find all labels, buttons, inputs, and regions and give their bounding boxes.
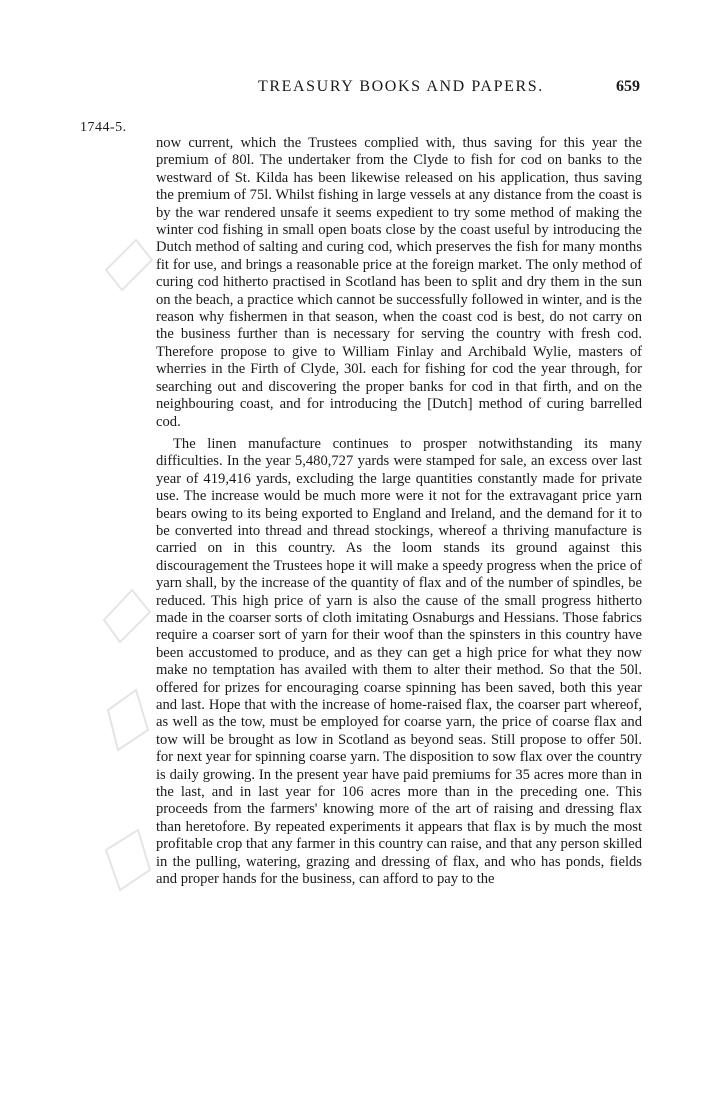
margin-date-note: 1744-5. [80,120,127,135]
body-text [156,135,642,888]
running-title: TREASURY BOOKS AND PAPERS. [258,78,544,95]
running-head [0,78,722,102]
paragraph-cod-fishing: now current, which the Trustees complied with, thus saving for this year the premium of 80l. The undertaker from the Clyde to fish for cod on banks to the westward of St. Kilda has been likewise released on his application, thus saving the premium of 75l. Whilst fishing in large vessels at any distance from the coast is by the war rendered unsafe it seems expedient to try some method of making the winter cod fishing in small open boats close by the coast useful by introducing the Dutch method of salting and curing cod, which preserves the fish for many months fit for use, and brings a reasonable price at the foreign market. The only method of curing cod hitherto practised in Scotland has been to split and dry them in the sun on the beach, a practice which cannot be successfully followed in winter, and is the reason why fishermen in that season, when the coast cod is best, do not carry on the business further than is necessary for serving the country with fresh cod. Therefore propose to give to William Finlay and Archibald Wylie, masters of wherries in the Firth of Clyde, 30l. each for fishing for cod the year through, for searching out and discovering the proper banks for cod in that firth, and on the neighbouring coast, and for introducing the [Dutch] method of curing barrelled cod. [156,135,642,430]
watermark-stamp [96,150,160,970]
paragraph-linen-manufacture: The linen manufacture continues to prosper notwithstanding its many difficulties. In the year 5,480,727 yards were stamped for sale, an excess over last year of 419,416 yards, excluding the large quantities constantly made for private use. The increase would be much more were it not for the extravagant price yarn bears owing to its being exported to England and Ireland, and the demand for it to be converted into thread and thread stockings, whereof a thriving manufacture is carried on in this country. As the loom stands its ground against this discouragement the Trustees hope it will make a speedy progress when the price of yarn shall, by the increase of the quantity of flax and of the number of spindles, be reduced. This high price of yarn is also the cause of the small progress hitherto made in the coarser sorts of cloth imitating Osnaburgs and Hessians. Those fabrics require a coarser sort of yarn for their woof than the spinsters in this country have been accustomed to produce, and as they can get a high price for what they now make no temptation has availed with them to alter their method. So that the 50l. offered for prizes for encouraging coarse spinning has been saved, both this year and last. Hope that with the increase of home-raised flax, the coarser part whereof, as well as the tow, must be employed for coarse yarn, the price of coarse flax and tow will be brought as low in Scotland as beyond seas. Still propose to offer 50l. for next year for spinning coarse yarn. The disposition to sow flax over the country is daily growing. In the present year have paid premiums for 35 acres more than in the last, and in last year for 106 acres more than in the preceding one. This proceeds from the farmers' knowing more of the art of raising and dressing flax than heretofore. By repeated experiments it appears that flax is by much the most profitable crop that any farmer in this country can raise, and that any person skilled in the pulling, watering, grazing and dressing of flax, and who has ponds, fields and proper hands for the business, can afford to pay to the [156,435,642,888]
page-number: 659 [616,78,640,95]
